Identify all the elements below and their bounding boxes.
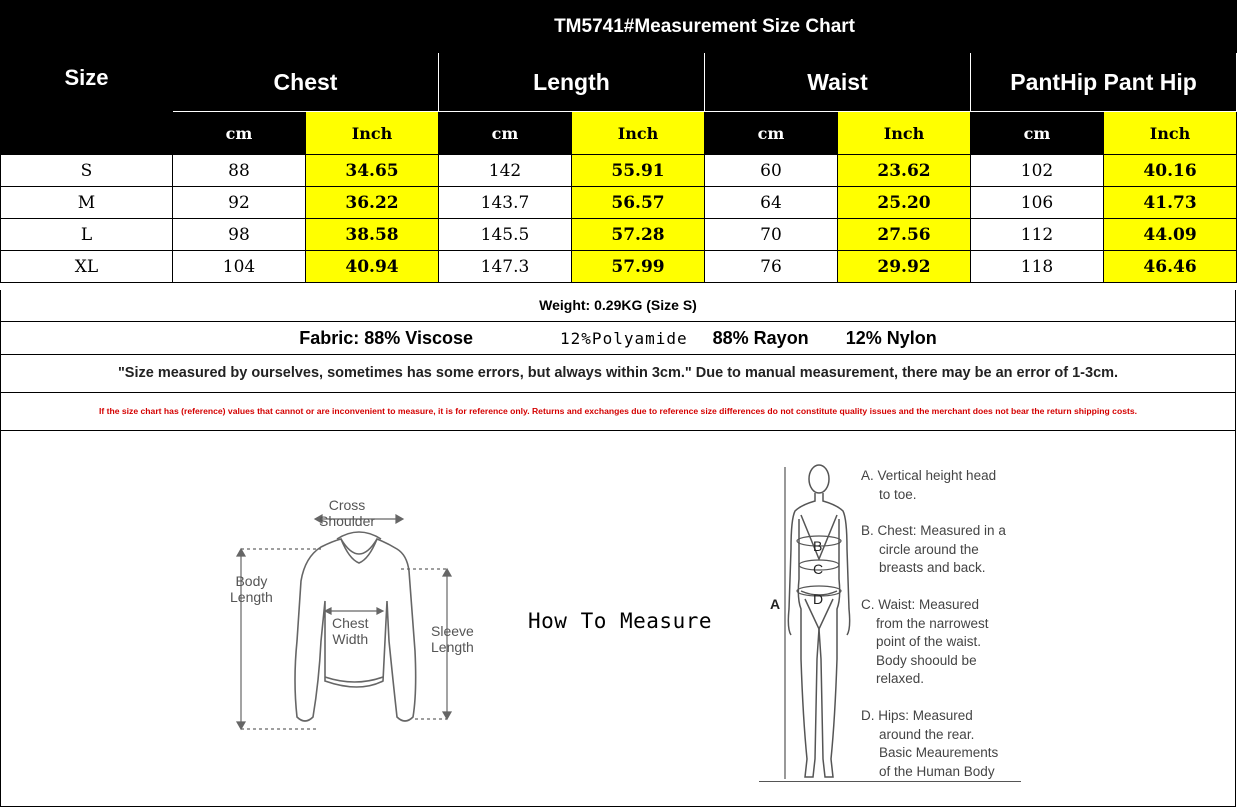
unit-inch: Inch (306, 112, 439, 155)
waist-cm-cell: 60 (705, 155, 838, 187)
chest-cm-cell: 98 (173, 219, 306, 251)
length-cm-cell: 145.5 (439, 219, 572, 251)
size-header: Size (1, 1, 173, 155)
size-chart-table (0, 0, 1237, 283)
chest-width-label: Chest Width (332, 615, 369, 647)
table-row (1, 155, 1237, 187)
hip-inch-cell: 40.16 (1104, 155, 1237, 187)
chest-header: Chest (173, 53, 439, 112)
length-header: Length (439, 53, 705, 112)
hip-cm-cell: 102 (971, 155, 1104, 187)
hip-inch-cell: 41.73 (1104, 187, 1237, 219)
how-to-measure-label: How To Measure (528, 609, 713, 633)
waist-inch-cell: 25.20 (838, 187, 971, 219)
chest-inch-cell: 40.94 (306, 251, 439, 283)
sleeve-length-label: Sleeve Length (431, 623, 474, 655)
waist-header: Waist (705, 53, 971, 112)
note-b: B. Chest: Measured in a circle around the breasts and back. (861, 523, 1006, 575)
waist-inch-cell: 23.62 (838, 155, 971, 187)
unit-cm: cm (971, 112, 1104, 155)
note-d: D. Hips: Measured around the rear. Basic Meaurements of the Human Body (861, 708, 999, 779)
chest-inch-cell: 36.22 (306, 187, 439, 219)
unit-cm: cm (705, 112, 838, 155)
length-inch-cell: 57.99 (572, 251, 705, 283)
body-diagram (771, 459, 871, 789)
fabric-rayon: 88% Rayon (712, 328, 809, 348)
waist-cm-cell: 64 (705, 187, 838, 219)
length-cm-cell: 147.3 (439, 251, 572, 283)
size-cell: M (1, 187, 173, 219)
cross-shoulder-label: Cross Shoulder (319, 497, 376, 529)
how-to-measure-section (0, 431, 1236, 807)
table-row (1, 219, 1237, 251)
chest-inch-cell: 34.65 (306, 155, 439, 187)
note-c: C. Waist: Measured from the narrowest point of the waist. Body shoould be relaxed. (861, 597, 989, 686)
chest-cm-cell: 104 (173, 251, 306, 283)
marker-b: B (813, 538, 823, 554)
length-cm-cell: 143.7 (439, 187, 572, 219)
size-cell: XL (1, 251, 173, 283)
fabric-viscose: Fabric: 88% Viscose (299, 328, 474, 348)
unit-inch: Inch (572, 112, 705, 155)
hip-cm-cell: 112 (971, 219, 1104, 251)
unit-inch: Inch (838, 112, 971, 155)
unit-cm: cm (173, 112, 306, 155)
fabric-nylon: 12% Nylon (845, 328, 937, 348)
length-inch-cell: 57.28 (572, 219, 705, 251)
marker-a: A (770, 596, 781, 612)
length-inch-cell: 55.91 (572, 155, 705, 187)
baseline-divider (759, 781, 1021, 782)
note-a: A. Vertical height head to toe. (861, 468, 997, 502)
chest-cm-cell: 92 (173, 187, 306, 219)
marker-d: D (813, 591, 824, 607)
marker-c: C (813, 561, 824, 577)
fabric-polyamide: 12%Polyamide (560, 329, 688, 348)
length-cm-cell: 142 (439, 155, 572, 187)
hip-cm-cell: 118 (971, 251, 1104, 283)
table-row (1, 251, 1237, 283)
body-length-label: Body Length (230, 573, 273, 605)
size-cell: L (1, 219, 173, 251)
measurement-error-note: "Size measured by ourselves, sometimes has some errors, but always within 3cm." Due to manual measurement, there may be an error of 1-3cm. (0, 355, 1236, 393)
chest-cm-cell: 88 (173, 155, 306, 187)
length-inch-cell: 56.57 (572, 187, 705, 219)
unit-cm: cm (439, 112, 572, 155)
waist-cm-cell: 70 (705, 219, 838, 251)
reference-warning-note: If the size chart has (reference) values that cannot or are inconvenient to measure, it is for reference only. Returns and exchanges due to reference size differences do not constitute quality issues and the merchant does not bear the return shipping costs. (0, 393, 1236, 431)
size-cell: S (1, 155, 173, 187)
hip-cm-cell: 106 (971, 187, 1104, 219)
waist-inch-cell: 27.56 (838, 219, 971, 251)
waist-cm-cell: 76 (705, 251, 838, 283)
fabric-note (0, 322, 1236, 355)
unit-inch: Inch (1104, 112, 1237, 155)
chart-title: TM5741#Measurement Size Chart (173, 1, 1237, 53)
table-row (1, 187, 1237, 219)
weight-note: Weight: 0.29KG (Size S) (0, 290, 1236, 322)
hip-inch-cell: 46.46 (1104, 251, 1237, 283)
chest-inch-cell: 38.58 (306, 219, 439, 251)
hip-inch-cell: 44.09 (1104, 219, 1237, 251)
waist-inch-cell: 29.92 (838, 251, 971, 283)
hip-header: PantHip Pant Hip (971, 53, 1237, 112)
